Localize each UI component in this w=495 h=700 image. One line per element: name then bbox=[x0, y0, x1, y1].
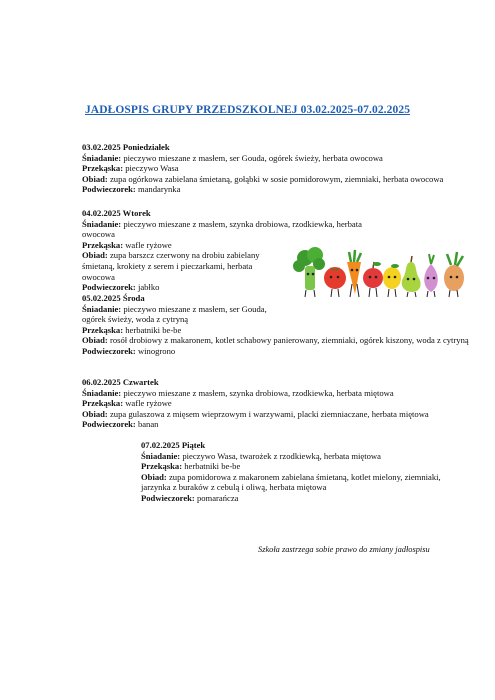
lunch-text: zupa barszcz czerwony na drobiu zabielany śmietaną, krokiety z serem i pieczarkami, herbata owocowa bbox=[82, 250, 260, 282]
snack-text: herbatniki be-be bbox=[125, 324, 182, 335]
snack-label: Przekąska: bbox=[82, 324, 124, 335]
lunch-row bbox=[82, 174, 474, 185]
snack-row bbox=[141, 461, 466, 472]
lunch-label: Obiad: bbox=[82, 250, 108, 261]
lunch-label: Obiad: bbox=[82, 335, 108, 346]
afternoon-row bbox=[82, 346, 474, 357]
breakfast-text: pieczywo Wasa, twarożek z rzodkiewką, herbata miętowa bbox=[182, 450, 381, 461]
vegetables-illustration bbox=[291, 244, 469, 300]
afternoon-row bbox=[82, 184, 474, 195]
lunch-text: zupa pomidorowa z makaronem zabielana śmietaną, kotlet mielony, ziemniaki, jarzynka z buraków z cebulą i oliwą, herbata miętowa bbox=[141, 471, 441, 493]
breakfast-row bbox=[82, 153, 474, 164]
afternoon-text: winogrono bbox=[137, 345, 176, 356]
snack-label: Przekąska: bbox=[141, 461, 183, 472]
afternoon-row bbox=[82, 419, 474, 430]
breakfast-label: Śniadanie: bbox=[82, 387, 122, 398]
afternoon-label: Podwieczorek: bbox=[141, 492, 195, 503]
breakfast-label: Śniadanie: bbox=[82, 218, 122, 229]
snack-row bbox=[82, 325, 474, 336]
afternoon-text: mandarynka bbox=[137, 184, 181, 195]
afternoon-label: Podwieczorek: bbox=[82, 345, 136, 356]
snack-row bbox=[82, 240, 287, 251]
day-friday bbox=[141, 440, 466, 504]
day-tuesday bbox=[82, 208, 362, 293]
potato-icon bbox=[444, 252, 464, 297]
lunch-text: zupa ogórkowa zabielana śmietaną, gołąbki w sosie pomidorowym, ziemniaki, herbata owocowa bbox=[109, 173, 444, 184]
day-date: 03.02.2025 Poniedziałek bbox=[82, 142, 170, 152]
breakfast-text: pieczywo mieszane z masłem, szynka drobiowa, rzodkiewka, herbata owocowa bbox=[82, 218, 362, 240]
snack-label: Przekąska: bbox=[82, 163, 124, 174]
breakfast-text: pieczywo mieszane z masłem, szynka drobiowa, rzodkiewka, herbata miętowa bbox=[123, 387, 394, 398]
breakfast-text: pieczywo mieszane z masłem, ser Gouda, ogórek świeży, herbata owocowa bbox=[123, 152, 383, 163]
menu-title: JADŁOSPIS GRUPY PRZEDSZKOLNEJ 03.02.2025-07.02.2025 bbox=[84, 104, 411, 116]
afternoon-text: banan bbox=[137, 419, 159, 430]
snack-text: wafle ryżowe bbox=[125, 239, 172, 250]
day-wednesday bbox=[82, 293, 474, 357]
lunch-label: Obiad: bbox=[141, 471, 167, 482]
footer-note: Szkoła zastrzega sobie prawo do zmiany jadłospisu bbox=[258, 545, 430, 554]
lunch-label: Obiad: bbox=[82, 173, 108, 184]
snack-row bbox=[82, 163, 474, 174]
snack-text: pieczywo Wasa bbox=[125, 163, 179, 174]
breakfast-row bbox=[82, 304, 287, 325]
broccoli-icon bbox=[293, 247, 325, 297]
afternoon-row bbox=[141, 493, 466, 504]
lunch-row bbox=[82, 250, 287, 282]
day-date: 07.02.2025 Piątek bbox=[141, 440, 206, 450]
breakfast-row bbox=[82, 219, 372, 240]
lunch-text: zupa gulaszowa z mięsem wieprzowym i warzywami, placki ziemniaczane, herbata miętowa bbox=[109, 408, 429, 419]
breakfast-label: Śniadanie: bbox=[141, 450, 181, 461]
breakfast-row bbox=[82, 388, 474, 399]
afternoon-label: Podwieczorek: bbox=[82, 419, 136, 430]
apple-icon bbox=[363, 262, 383, 297]
snack-text: herbatniki be-be bbox=[184, 461, 241, 472]
lunch-row bbox=[82, 409, 474, 420]
lunch-row bbox=[141, 472, 466, 493]
lunch-label: Obiad: bbox=[82, 408, 108, 419]
day-thursday bbox=[82, 377, 474, 430]
onion-icon bbox=[424, 254, 438, 297]
pear-icon bbox=[402, 256, 421, 297]
day-monday bbox=[82, 142, 474, 195]
afternoon-label: Podwieczorek: bbox=[82, 184, 136, 195]
breakfast-row bbox=[141, 451, 466, 462]
lunch-row bbox=[82, 335, 474, 346]
breakfast-label: Śniadanie: bbox=[82, 303, 122, 314]
snack-label: Przekąska: bbox=[82, 398, 124, 409]
afternoon-label: Podwieczorek: bbox=[82, 282, 136, 293]
afternoon-text: pomarańcza bbox=[196, 492, 239, 503]
breakfast-label: Śniadanie: bbox=[82, 152, 122, 163]
day-date: 05.02.2025 Środa bbox=[82, 293, 145, 303]
afternoon-text: jabłko bbox=[137, 282, 160, 293]
day-date: 04.02.2025 Wtorek bbox=[82, 208, 151, 218]
snack-row bbox=[82, 398, 474, 409]
day-date: 06.02.2025 Czwartek bbox=[82, 377, 159, 387]
breakfast-text: pieczywo mieszane z masłem, ser Gouda, ogórek świeży, woda z cytryną bbox=[82, 303, 267, 325]
snack-text: wafle ryżowe bbox=[125, 398, 172, 409]
afternoon-row bbox=[82, 282, 287, 293]
snack-label: Przekąska: bbox=[82, 239, 124, 250]
lunch-text: rosół drobiowy z makaronem, kotlet schabowy panierowany, ziemniaki, ogórek kiszony, woda z cytryną bbox=[109, 335, 469, 346]
carrot-icon bbox=[347, 250, 361, 297]
